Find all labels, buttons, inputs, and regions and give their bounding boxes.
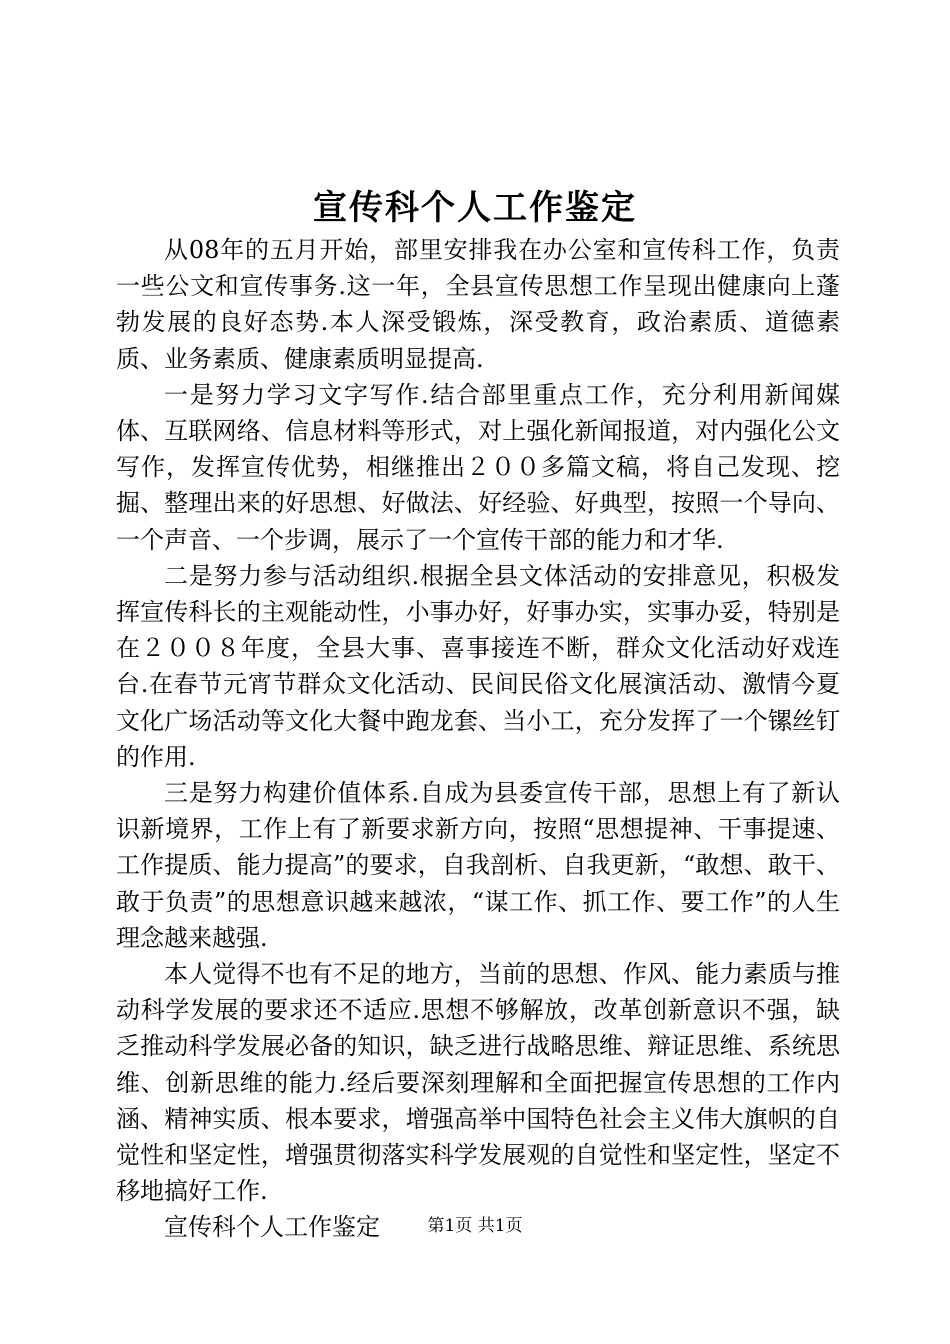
page-number: 第1页 共1页 (427, 1216, 523, 1236)
paragraph-values: 三是努力构建价值体系.自成为县委宣传干部，思想上有了新认识新境界，工作上有了新要求新方向，按照“思想提神、干事提速、工作提质、能力提高”的要求，自我剖析、自我更新，“敢想、敢干、敢于负责”的思想意识越来越浓，“谋工作、抓工作、要工作”的人生理念越来越强. (116, 779, 840, 952)
paragraph-intro: 从08年的五月开始，部里安排我在办公室和宣传科工作，负责一些公文和宣传事务.这一年，全县宣传思想工作呈现出健康向上蓬勃发展的良好态势.本人深受锻炼，深受教育，政治素质、道德素质、业务素质、健康素质明显提高. (116, 236, 840, 373)
paragraph-shortcomings: 本人觉得不也有不足的地方，当前的思想、作风、能力素质与推动科学发展的要求还不适应.思想不够解放，改革创新意识不强，缺乏推动科学发展必备的知识，缺乏进行战略思维、辩证思维、系统思维、创新思维的能力.经后要深刻理解和全面把握宣传思想的工作内涵、精神实质、根本要求，增强高举中国特色社会主义伟大旗帜的自觉性和坚定性，增强贯彻落实科学发展观的自觉性和坚定性，坚定不移地搞好工作. (116, 960, 840, 1206)
paragraph-activities: 二是努力参与活动组织.根据全县文体活动的安排意见，积极发挥宣传科长的主观能动性，小事办好，好事办实，实事办妥，特别是在２００８年度，全县大事、喜事接连不断，群众文化活动好戏连台.在春节元宵节群众文化活动、民间民俗文化展演活动、激情今夏文化广场活动等文化大餐中跑龙套、当小工，充分发挥了一个镙丝钉的作用. (116, 561, 840, 771)
paragraph-closing-title: 宣传科个人工作鉴定 (164, 1213, 380, 1242)
paragraph-writing: 一是努力学习文字写作.结合部里重点工作，充分利用新闻媒体、互联网络、信息材料等形式，对上强化新闻报道，对内强化公文写作，发挥宣传优势，相继推出２００多篇文稿，将自己发现、挖掘、整理出来的好思想、好做法、好经验、好典型，按照一个导向、一个声音、一个步调，展示了一个宣传干部的能力和才华. (116, 380, 840, 554)
page-title: 宣传科个人工作鉴定 (313, 188, 637, 228)
document-body (116, 232, 840, 1246)
